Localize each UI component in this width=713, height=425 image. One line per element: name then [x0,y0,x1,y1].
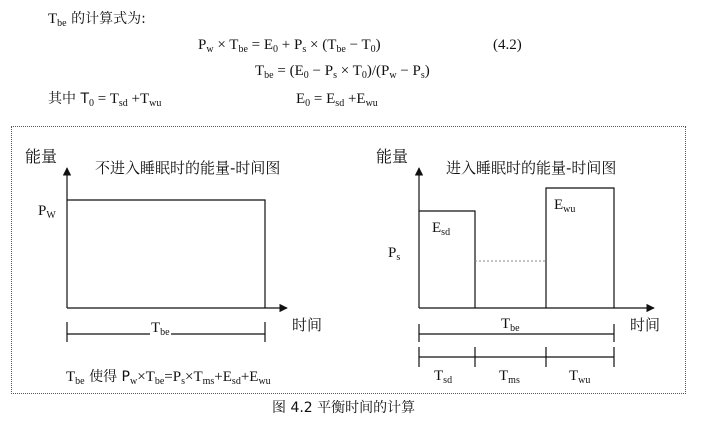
balance-relation: $T_{be}$ 使得 $P_w\times T_{be}=P_s\times T_{ms}+E_{sd}+E_{wu}$ [66,369,271,387]
segment-label-sd: $T_{sd}$ [434,368,453,386]
where-line-e0: $E_0 = E_{sd} +E_{wu}$ [296,91,378,109]
right-chart-title: 进入睡眠时的能量-时间图 [446,159,617,177]
figure-caption: 图 4.2 平衡时间的计算 [272,400,416,416]
right-y-label: 能量 [376,147,409,166]
equation-2: $T_{be} = (E_0 - P_s \times T_0)/(P_w - P_s)$ [255,63,430,81]
left-level-label: $P_W$ [38,203,56,221]
right-span-label: $T_{be}$ [501,316,520,334]
right-x-label: 时间 [630,316,661,334]
intro-line: $T_{be}$ 的计算式为: [48,11,146,29]
equation-1: $P_w \times T_{be} = E_0 + P_s \times (T_{be} - T_0)$ [198,37,381,55]
e-wu-label: $E_{wu}$ [554,197,576,215]
where-line-t0: 其中 $T_0 = T_{sd} +T_{wu}$ [48,91,162,109]
left-energy-block [67,200,265,308]
left-chart-title: 不进入睡眠时的能量-时间图 [95,159,281,177]
left-x-label: 时间 [292,316,323,334]
right-level-label: $P_s$ [388,245,401,263]
e-sd-label: $E_{sd}$ [432,220,451,238]
left-span-label: $T_{be}$ [151,320,170,338]
segment-label-wu: $T_{wu}$ [569,368,591,386]
left-y-label: 能量 [25,147,58,166]
equation-number: (4.2) [493,37,522,53]
segment-label-ms: $T_{ms}$ [499,368,520,386]
